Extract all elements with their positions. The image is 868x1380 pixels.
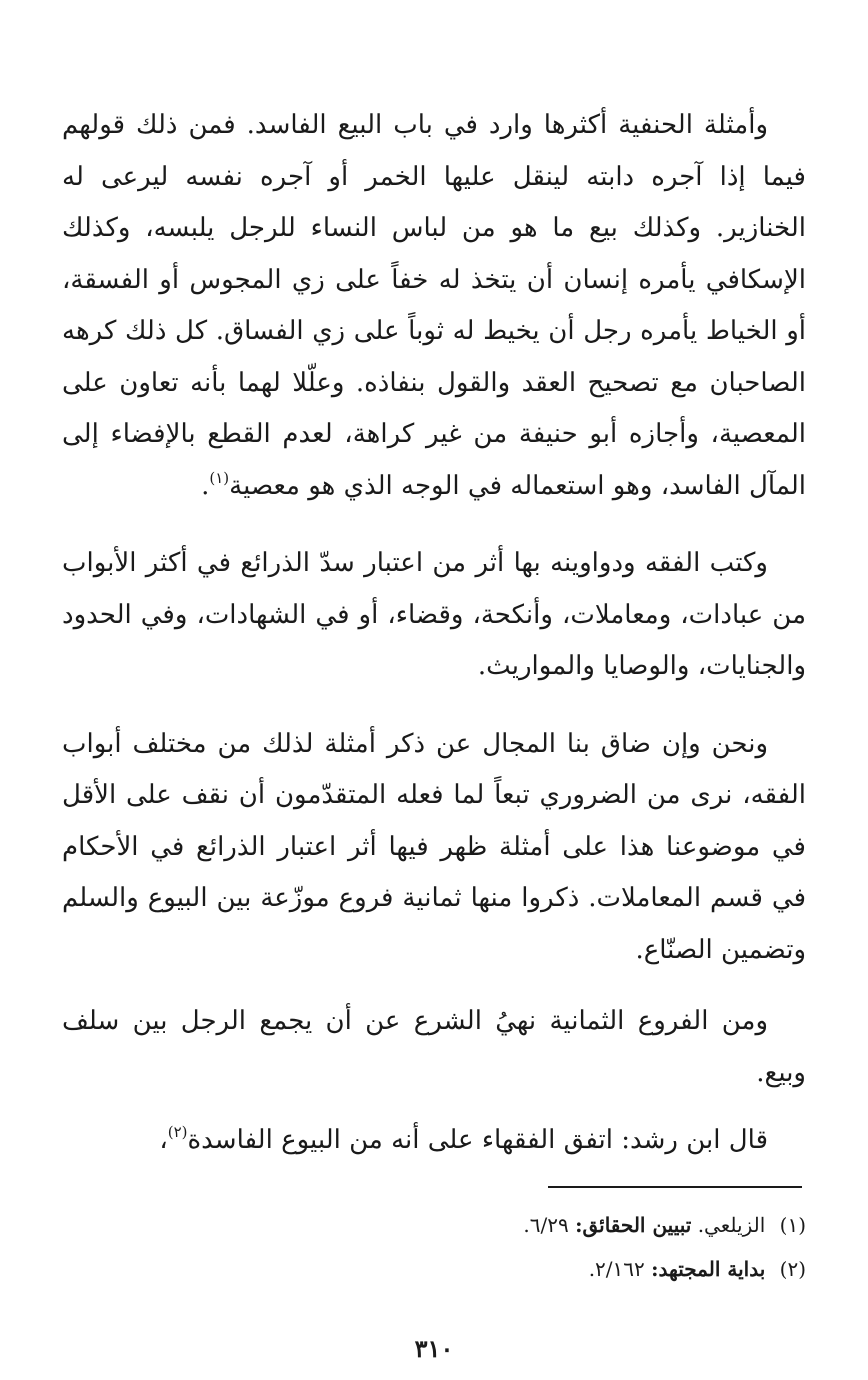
footnote-ref-1[interactable]: (١) [209, 468, 230, 487]
paragraph-5-tail: ، [159, 1125, 168, 1155]
footnote-1 [62, 1203, 806, 1247]
footnotes [62, 1203, 806, 1291]
paragraph-4-text: ومن الفروع الثمانية نهيُ الشرع عن أن يجمع الرجل بين سلف وبيع. [62, 1006, 806, 1088]
paragraph-5-text: قال ابن رشد: اتفق الفقهاء على أنه من البيوع الفاسدة [187, 1125, 768, 1155]
footnote-1-title: تبيين الحقائق: [575, 1213, 692, 1237]
paragraph-5 [62, 1115, 806, 1167]
footnote-1-author: الزيلعي. [697, 1213, 766, 1237]
page-number: ٣١٠ [414, 1334, 454, 1363]
paragraph-4 [62, 996, 806, 1099]
footnote-divider [548, 1186, 802, 1188]
footnote-1-number: (١) [779, 1213, 806, 1237]
footnote-2-title: بداية المجتهد: [651, 1257, 766, 1281]
footnote-2-number: (٢) [779, 1257, 806, 1281]
paragraph-2 [62, 538, 806, 693]
paragraph-1 [62, 100, 806, 512]
paragraph-1-text: وأمثلة الحنفية أكثرها وارد في باب البيع الفاسد. فمن ذلك قولهم فيما إذا آجره دابته لينقل عليها الخمر أو آجره نفسه ليرعى له الخنازير. وكذلك بيع ما هو من لباس النساء للرجل يلبسه، وكذلك الإسكافي يأمره إنسان أن يتخذ له خفاً على زي المجوس أو الفسقة، أو الخياط يأمره رجل أن يخيط له ثوباً على زي الفساق. كل ذلك كرهه الصاحبان مع تصحيح العقد والقول بنفاذه. وعلّلا لهما بأنه تعاون على المعصية، وأجازه أبو حنيفة من غير كراهة، لعدم القطع بالإفضاء إلى المآل الفاسد، وهو استعماله في الوجه الذي هو معصية [62, 110, 806, 501]
paragraph-1-tail: . [201, 470, 210, 501]
footnote-1-reference: ٦/٢٩. [523, 1213, 569, 1237]
main-text [62, 100, 806, 1167]
footnote-ref-2[interactable]: (٢) [167, 1123, 188, 1141]
footnote-2 [62, 1247, 806, 1291]
paragraph-2-text: وكتب الفقه ودواوينه بها أثر من اعتبار سدّ الذرائع في أكثر الأبواب من عبادات، ومعاملات، وأنكحة، وقضاء، أو في الشهادات، وفي الحدود والجنايات، والوصايا والمواريث. [62, 548, 806, 681]
footnote-2-reference: ٢/١٦٢. [588, 1257, 645, 1281]
paragraph-3-text: ونحن وإن ضاق بنا المجال عن ذكر أمثلة لذلك من مختلف أبواب الفقه، نرى من الضروري تبعاً لما فعله المتقدّمون أن نقف على الأقل في موضوعنا هذا على أمثلة ظهر فيها أثر اعتبار الذرائع في الأحكام في قسم المعاملات. ذكروا منها ثمانية فروع موزّعة بين البيوع والسلم وتضمين الصنّاع. [62, 728, 806, 965]
paragraph-3 [62, 719, 806, 977]
